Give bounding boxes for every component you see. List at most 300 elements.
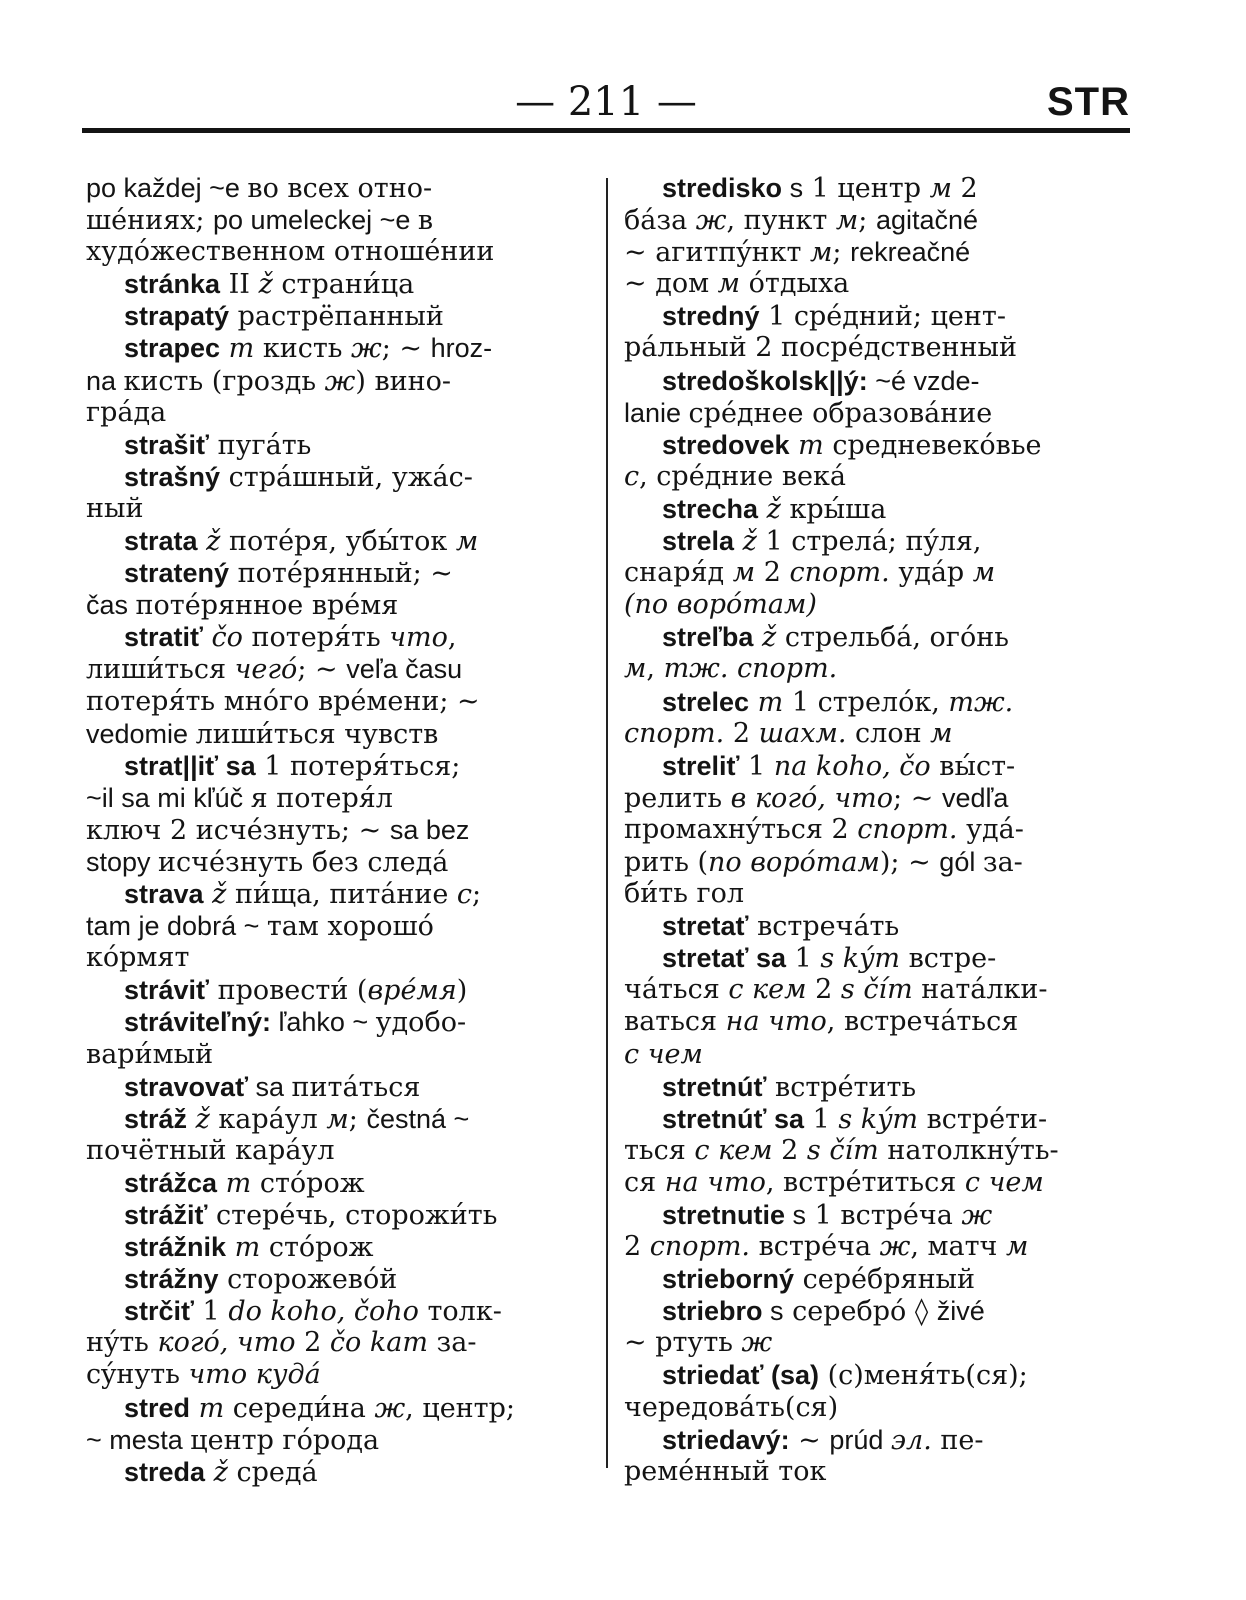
entry-headword: stretať sa [662, 943, 787, 974]
russian-translation: провести́ ( [208, 975, 368, 1007]
grammar-label: эл. [890, 1424, 932, 1456]
russian-translation: 1 встрéча [806, 1200, 962, 1231]
dictionary-entry-line [624, 525, 1134, 557]
header-rule [82, 128, 1130, 133]
dictionary-entry-line [624, 429, 1134, 461]
dictionary-entry-line [624, 365, 1134, 397]
slovak-text: ľahko ~ [270, 1007, 376, 1038]
grammar-label: čo [202, 622, 243, 654]
entry-headword: striedavý: [662, 1424, 790, 1455]
russian-translation: стóрож [260, 1232, 374, 1264]
entry-headword: strčiť [124, 1296, 194, 1327]
russian-translation: ; ~ [893, 782, 942, 814]
dictionary-continuation-line [624, 268, 1134, 300]
grammar-label: на что [664, 1166, 766, 1198]
entry-headword: stredisko [662, 173, 783, 203]
russian-translation: слон [846, 717, 931, 749]
entry-headword: strat||iť sa [124, 750, 256, 781]
dictionary-entry-line [624, 910, 1134, 942]
entry-headword: stredovek [662, 429, 790, 460]
dictionary-continuation-line [624, 332, 1134, 364]
entry-headword: stratený [124, 558, 230, 589]
russian-translation: 1 срéдний; цент- [759, 301, 1006, 333]
russian-translation: , срéдние векá [639, 460, 847, 492]
russian-translation: встре- [900, 943, 997, 975]
dictionary-entry-line [624, 300, 1134, 332]
entry-headword: stránka [124, 269, 221, 300]
russian-translation: удáр [889, 557, 973, 589]
russian-translation: я потеря́л [250, 782, 393, 814]
russian-translation: 2 [295, 1327, 330, 1359]
russian-translation: рить ( [624, 846, 709, 878]
russian-translation: ; [858, 205, 876, 237]
russian-translation: ; ~ [381, 333, 431, 365]
grammar-label: m [789, 429, 824, 461]
grammar-label: м [810, 237, 833, 269]
dictionary-continuation-line [624, 1327, 1134, 1359]
russian-translation: кры́ша [780, 493, 887, 525]
russian-translation: потеря́ть [242, 622, 390, 654]
grammar-label: по ворóтам [708, 846, 880, 878]
entry-headword: stredný [662, 301, 760, 332]
grammar-label: ž [187, 1103, 210, 1135]
entry-headword: strašiť [124, 429, 209, 460]
slovak-text: veľa času [346, 654, 463, 685]
grammar-label: ž [197, 526, 221, 558]
grammar-label: что [389, 622, 448, 654]
entry-headword: stravovať [124, 1071, 249, 1102]
entry-headword: stretnutie [662, 1200, 786, 1230]
grammar-label: m [226, 1232, 261, 1264]
dictionary-continuation-line [86, 1424, 576, 1456]
russian-translation: 1 [803, 1103, 839, 1135]
grammar-label: ž [203, 879, 227, 911]
dictionary-entry-line [86, 429, 576, 461]
russian-translation: ) [456, 975, 468, 1007]
dictionary-entry-line [86, 878, 576, 910]
russian-translation: за- [427, 1327, 477, 1359]
entry-headword: strážiť [124, 1200, 208, 1230]
dictionary-entry-line [86, 1006, 576, 1038]
russian-translation: стра́шный, ужа́с- [220, 461, 473, 493]
dictionary-entry-line [624, 1295, 1134, 1327]
russian-translation: растрёпанный [229, 301, 444, 333]
grammar-label: тж. спорт. [663, 653, 838, 685]
grammar-label: с чем [964, 1166, 1044, 1198]
russian-translation: , центр; [405, 1392, 515, 1424]
russian-translation: вы́ст- [930, 750, 1016, 782]
slovak-text: sa [248, 1071, 292, 1102]
russian-translation: гра́да [86, 396, 167, 428]
grammar-label: шахм. [758, 717, 847, 749]
slovak-text: gól [939, 846, 983, 877]
russian-translation: , встрéтиться [765, 1166, 965, 1198]
russian-translation: ся [624, 1166, 665, 1198]
russian-translation: натáлки- [912, 974, 1048, 1006]
russian-translation: снаря́д [624, 557, 733, 589]
grammar-label: ž [734, 526, 757, 558]
russian-translation: ваться [624, 1006, 726, 1038]
grammar-label: ж [741, 1327, 773, 1359]
slovak-text: prúd [829, 1424, 891, 1455]
russian-translation: встрéти- [917, 1103, 1048, 1135]
grammar-label: спорт. [624, 717, 725, 749]
grammar-label: ж [879, 1231, 911, 1263]
entry-headword: strašný [124, 461, 221, 492]
dictionary-entry-line [624, 1424, 1134, 1456]
russian-translation: кисть (гроздь [123, 365, 325, 397]
russian-translation: встречáть [748, 911, 900, 943]
russian-translation: удобо- [375, 1007, 467, 1039]
grammar-label: m [190, 1392, 225, 1424]
dictionary-continuation-line [624, 878, 1134, 910]
dictionary-entry-line [86, 300, 576, 332]
dictionary-entry-line [624, 1199, 1134, 1231]
grammar-label: что кудá [188, 1359, 321, 1391]
running-head: STR [1047, 80, 1130, 124]
slovak-text: na [86, 365, 124, 396]
left-column [86, 172, 576, 1488]
grammar-label: спорт. [789, 557, 890, 589]
russian-translation: ; [348, 1103, 367, 1135]
dictionary-entry-line [624, 686, 1134, 718]
dictionary-continuation-line [86, 942, 576, 974]
dictionary-entry-line [624, 493, 1134, 525]
entry-headword: strapec [124, 333, 221, 364]
dictionary-entry-line [86, 268, 576, 300]
dictionary-continuation-line [624, 1167, 1134, 1199]
dictionary-continuation-line [624, 718, 1134, 750]
russian-translation: почётный карáул [86, 1134, 335, 1166]
russian-translation: 2 [951, 173, 978, 204]
entry-headword: stredoškolsk||ý: [662, 365, 868, 396]
russian-translation: потеря́ть мнóго врéмени; ~ [86, 685, 480, 717]
russian-translation: пи́ща, питáние [226, 879, 457, 911]
dictionary-continuation-line [86, 172, 576, 204]
russian-translation: стрельбá, огóнь [776, 622, 1009, 654]
russian-translation: сýнуть [86, 1359, 189, 1391]
russian-translation: серебрó ◊ [783, 1296, 937, 1328]
grammar-label: m [220, 333, 255, 365]
russian-translation: питáться [291, 1071, 421, 1103]
slovak-text: lanie [624, 397, 689, 428]
dictionary-continuation-line [86, 910, 576, 942]
grammar-label: ж [351, 333, 382, 365]
dictionary-continuation-line [86, 589, 576, 621]
dictionary-continuation-line [86, 493, 576, 525]
dictionary-entry-line [86, 1071, 576, 1103]
russian-translation: лиши́ться [86, 654, 235, 686]
grammar-label: м [717, 268, 741, 300]
russian-translation: , [646, 653, 664, 685]
grammar-label: м [972, 557, 996, 589]
dictionary-continuation-line [86, 653, 576, 685]
dictionary-continuation-line [624, 1392, 1134, 1424]
grammar-label: м [835, 205, 859, 237]
entry-headword: streľba [662, 622, 754, 653]
dictionary-continuation-line [86, 686, 576, 718]
dictionary-entry-line [86, 1231, 576, 1263]
slovak-text: tam je dobrá ~ [86, 911, 267, 942]
grammar-label: ж [374, 1392, 406, 1424]
russian-translation: во всех отно- [247, 173, 433, 204]
dictionary-continuation-line [86, 846, 576, 878]
slovak-text: ~ mesta [86, 1424, 191, 1455]
grammar-label: м [930, 717, 953, 749]
entry-headword: striebro [662, 1296, 763, 1327]
slovak-text: s [785, 1200, 807, 1230]
dictionary-entry-line [624, 1071, 1134, 1103]
russian-translation: ) вино- [355, 365, 452, 397]
entry-headword: strážca [124, 1167, 218, 1198]
dictionary-continuation-line [86, 1135, 576, 1167]
russian-translation: рáльный 2 посрéдственный [624, 332, 1018, 364]
russian-translation: ); ~ [879, 846, 940, 878]
entry-headword: strava [124, 879, 204, 910]
dictionary-continuation-line [624, 461, 1134, 493]
russian-translation: исчéзнуть без следá [158, 846, 449, 878]
dictionary-entry-line [86, 525, 576, 557]
grammar-label: ž [205, 1456, 228, 1488]
dictionary-continuation-line [624, 589, 1134, 621]
russian-translation: ключ 2 исчéзнуть; ~ [86, 814, 390, 846]
grammar-label: врéмя [367, 975, 457, 1007]
dictionary-continuation-line [624, 846, 1134, 878]
dictionary-continuation-line [624, 204, 1134, 236]
russian-translation: 2 [772, 1134, 807, 1166]
russian-translation: чередовáть(ся) [624, 1391, 839, 1423]
russian-translation: стóрож [251, 1167, 365, 1199]
grammar-label: м [732, 557, 756, 589]
grammar-label: с [456, 879, 473, 911]
dictionary-continuation-line [86, 236, 576, 268]
grammar-label: ж [961, 1200, 993, 1231]
entry-headword: stred [124, 1392, 191, 1423]
dictionary-continuation-line [624, 1135, 1134, 1167]
entry-headword: stretnúť sa [662, 1103, 804, 1134]
entry-headword: streliť [662, 750, 740, 781]
russian-translation: середи́на [224, 1392, 375, 1424]
russian-translation: , встречáться [826, 1006, 1019, 1038]
dictionary-continuation-line [86, 718, 576, 750]
slovak-text: s [762, 1296, 784, 1327]
russian-translation: там хорошó [266, 911, 434, 943]
russian-translation: , матч [910, 1231, 1006, 1263]
grammar-label: м [1006, 1231, 1029, 1263]
russian-translation: ; ~ [297, 654, 347, 686]
dictionary-continuation-line [86, 1039, 576, 1071]
grammar-label: с кем [694, 1134, 773, 1166]
slovak-text: živé [936, 1296, 985, 1327]
grammar-label: s čím [840, 974, 913, 1006]
russian-translation: срéднее образовáние [688, 397, 993, 429]
russian-translation: за- [982, 846, 1023, 878]
russian-translation: лиши́ться чувств [195, 718, 439, 750]
grammar-label: чегó [234, 654, 298, 686]
dictionary-continuation-line [624, 1006, 1134, 1038]
russian-translation: ~ агитпýнкт [624, 237, 811, 269]
russian-translation: 1 [786, 943, 821, 975]
dictionary-continuation-line [624, 397, 1134, 429]
slovak-text: rekreačné [850, 237, 971, 268]
russian-translation: промахнýться 2 [624, 813, 858, 845]
russian-translation: встрéча [750, 1231, 880, 1263]
dictionary-entry-line [624, 1359, 1134, 1391]
russian-translation: потéря, убы́ток [220, 526, 456, 558]
dictionary-continuation-line [624, 1456, 1134, 1488]
russian-translation: , [447, 622, 457, 654]
slovak-text: čas [86, 590, 136, 621]
grammar-label: с чем [624, 1038, 703, 1070]
russian-translation: ~ [789, 1424, 830, 1456]
russian-translation: ~ ртуть [624, 1327, 742, 1359]
dictionary-entry-line [86, 1199, 576, 1231]
dictionary-continuation-line [624, 557, 1134, 589]
grammar-label: когó, что [157, 1327, 296, 1359]
dictionary-entry-line [624, 172, 1134, 204]
grammar-label: в когó, что [730, 782, 894, 814]
entry-headword: strážny [124, 1264, 219, 1295]
slovak-text: po každej ~e [86, 173, 248, 203]
entry-headword: strecha [662, 493, 759, 524]
dictionary-entry-line [86, 621, 576, 653]
russian-translation: средá [227, 1456, 318, 1488]
dictionary-entry-line [624, 750, 1134, 782]
russian-translation: кисть [254, 333, 352, 365]
right-column [624, 172, 1134, 1488]
grammar-label: с [624, 460, 640, 492]
russian-translation: пуга́ть [208, 429, 312, 461]
entry-headword: strážnik [124, 1232, 227, 1263]
dictionary-continuation-line [624, 782, 1134, 814]
dictionary-entry-line [86, 557, 576, 589]
russian-translation: встрéтить [766, 1071, 917, 1103]
russian-translation: натолкнýть- [878, 1134, 1059, 1166]
russian-translation: кóрмят [86, 942, 190, 974]
entry-headword: strela [662, 526, 735, 557]
russian-translation: II [220, 269, 259, 301]
slovak-text: vedomie [86, 718, 196, 749]
russian-translation: карáул [209, 1103, 327, 1135]
dictionary-continuation-line [624, 974, 1134, 1006]
entry-headword: strieborný [662, 1264, 795, 1295]
russian-translation: 2 [755, 557, 790, 589]
grammar-label: s kým [838, 1103, 918, 1135]
dictionary-entry-line [86, 1456, 576, 1488]
grammar-label: s kým [820, 943, 901, 975]
russian-translation: ше́ниях; [86, 205, 214, 237]
dictionary-continuation-line [86, 1359, 576, 1391]
grammar-label: ž [258, 269, 273, 301]
grammar-label: m [749, 686, 784, 718]
grammar-label: s čím [806, 1134, 879, 1166]
russian-translation: 1 потеря́ться; [255, 750, 461, 782]
dictionary-entry-line [624, 1103, 1134, 1135]
dictionary-entry-line [86, 750, 576, 782]
russian-translation: пе- [931, 1424, 984, 1456]
grammar-label: ж [695, 205, 727, 237]
entry-headword: stretať [662, 911, 749, 942]
dictionary-continuation-line [86, 204, 576, 236]
russian-translation: 1 [193, 1296, 229, 1328]
dictionary-entry-line [624, 1263, 1134, 1295]
entry-headword: stráviteľný: [124, 1007, 271, 1038]
slovak-text: vedľa [941, 782, 1009, 813]
grammar-label: ž [758, 493, 781, 525]
entry-headword: streda [124, 1456, 206, 1487]
grammar-label: (по ворóтам) [624, 589, 817, 621]
russian-translation: чáться [624, 974, 729, 1006]
entry-headword: strata [124, 526, 198, 557]
grammar-label: спорт. [649, 1231, 751, 1263]
dictionary-continuation-line [86, 365, 576, 397]
slovak-text: ~é vzde- [867, 365, 980, 396]
slovak-text: po umeleckej ~e [213, 205, 418, 236]
russian-translation: потéрянное врéмя [135, 590, 399, 622]
grammar-label: на что [725, 1006, 827, 1038]
dictionary-continuation-line [86, 1327, 576, 1359]
grammar-label: m [217, 1167, 252, 1199]
russian-translation: би́ть гол [624, 878, 745, 910]
page-number: — 211 — [515, 79, 697, 125]
russian-translation: 2 [806, 974, 841, 1006]
grammar-label: м [326, 1103, 349, 1135]
russian-translation: страни́ца [272, 269, 415, 301]
dictionary-entry-line [86, 974, 576, 1006]
dictionary-entry-line [624, 942, 1134, 974]
slovak-text: ~il sa mi kľúč [86, 782, 251, 813]
grammar-label: м [929, 173, 952, 204]
russian-translation: ный [86, 492, 144, 524]
russian-translation: ; [472, 879, 482, 911]
russian-translation: средневекóвье [823, 429, 1042, 461]
entry-headword: striedať (sa) [662, 1360, 819, 1391]
dictionary-entry-line [86, 1103, 576, 1135]
russian-translation: (с)меня́ть(ся); [819, 1360, 1028, 1392]
dictionary-entry-line [86, 1263, 576, 1295]
russian-translation: ться [624, 1134, 695, 1166]
dictionary-continuation-line [86, 397, 576, 429]
russian-translation: нýть [86, 1327, 158, 1359]
dictionary-continuation-line [624, 236, 1134, 268]
dictionary-entry-line [624, 621, 1134, 653]
russian-translation: 1 стрелá; пýля, [756, 526, 982, 558]
entry-headword: strapatý [124, 301, 230, 332]
grammar-label: тж. [948, 686, 1014, 718]
grammar-label: na koho, čo [773, 750, 931, 782]
slovak-text: s [782, 173, 804, 203]
russian-translation: , пункт [726, 205, 836, 237]
grammar-label: čo kam [329, 1327, 428, 1359]
slovak-text: sa bez [389, 814, 470, 845]
slovak-text: agitačné [875, 205, 979, 236]
entry-headword: stratiť [124, 622, 203, 653]
grammar-label: ž [753, 622, 777, 654]
column-divider [606, 178, 608, 1468]
russian-translation: 2 [724, 717, 759, 749]
grammar-label: м [455, 526, 479, 558]
page-header [82, 78, 1130, 126]
dictionary-entry-line [86, 1167, 576, 1199]
slovak-text: čestná ~ [366, 1103, 470, 1134]
dictionary-entry-line [86, 1392, 576, 1424]
russian-translation: худо́жественном отноше́нии [86, 236, 495, 268]
russian-translation: бáза [624, 205, 696, 237]
russian-translation: ~ дом [624, 268, 718, 300]
russian-translation: вари́мый [86, 1038, 214, 1070]
entry-headword: strelec [662, 686, 750, 717]
russian-translation: толк- [418, 1296, 502, 1328]
